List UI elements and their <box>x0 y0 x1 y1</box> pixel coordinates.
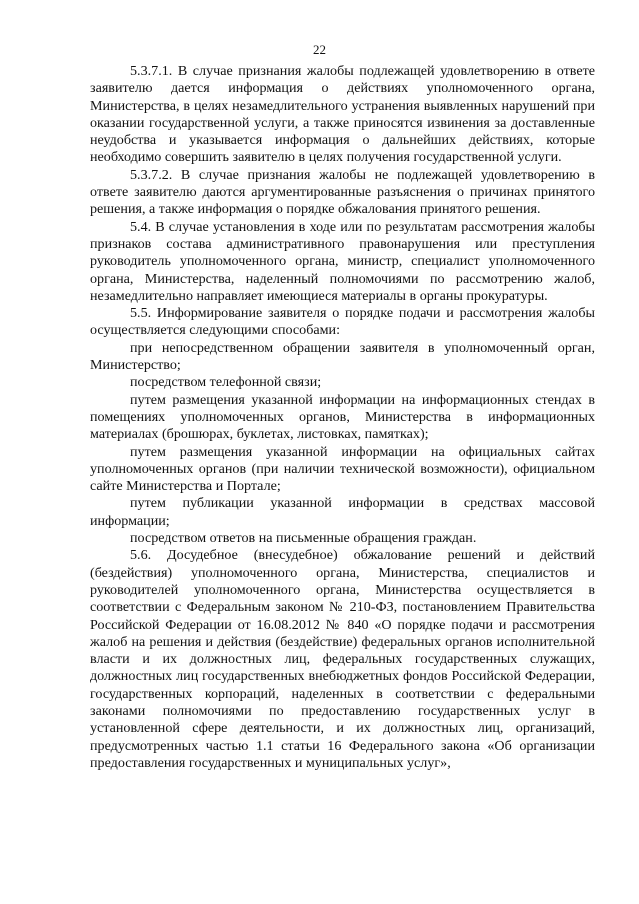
list-item: путем размещения указанной информации на официальных сайтах уполномоченных органов (при наличии технической возможности), официальном сайте Министерства и Портале; <box>90 443 595 495</box>
page-number: 22 <box>313 42 326 57</box>
paragraph-5-5: 5.5. Информирование заявителя о порядке подачи и рассмотрения жалобы осуществляется следующими способами: <box>90 305 595 339</box>
list-item: путем публикации указанной информации в средствах массовой информации; <box>90 495 595 529</box>
paragraph-5-4: 5.4. В случае установления в ходе или по результатам рассмотрения жалобы признаков состава административного правонарушения или преступления руководитель уполномоченного органа, министр, специалист уполномоченного органа, Министерства, наделенный полномочиями по рассмотрению жалоб, незамедлительно направляет имеющиеся материалы в органы прокуратуры. <box>90 218 595 304</box>
document-body <box>90 63 595 772</box>
list-item: путем размещения указанной информации на информационных стендах в помещениях уполномоченных органов, Министерства в информационных материалах (брошюрах, буклетах, листовках, памятках); <box>90 391 595 443</box>
list-item: посредством телефонной связи; <box>130 374 322 391</box>
paragraph-5-3-7-1: 5.3.7.1. В случае признания жалобы подлежащей удовлетворению в ответе заявителю дается информация о действиях уполномоченного органа, Министерства, в целях незамедлительного устранения выявленных нарушений при оказании государственной услуги, а также приносятся извинения за доставленные неудобства и указывается информация о дальнейших действиях, которые необходимо совершить заявителю в целях получения государственной услуги. <box>90 63 595 166</box>
list-item: при непосредственном обращении заявителя в уполномоченный орган, Министерство; <box>90 339 595 374</box>
list-item: посредством ответов на письменные обращения граждан. <box>130 530 477 547</box>
paragraph-5-3-7-2: 5.3.7.2. В случае признания жалобы не подлежащей удовлетворению в ответе заявителю даются аргументированные разъяснения о причинах принятого решения, а также информация о порядке обжалования принятого решения. <box>90 166 595 218</box>
paragraph-5-6: 5.6. Досудебное (внесудебное) обжалование решений и действий (бездействия) уполномоченного органа, Министерства, специалистов и руководителей уполномоченного органа, Министерства осуществляется в соответствии с Федеральным законом № 210-ФЗ, постановлением Правительства Российской Федерации от 16.08.2012 № 840 «О порядке подачи и рассмотрения жалоб на решения и действия (бездействие) федеральных органов исполнительной власти и их должностных лиц, федеральных государственных служащих, должностных лиц государственных внебюджетных фондов Российской Федерации, государственных корпораций, наделенных в соответствии с федеральными законами полномочиями по предоставлению государственных услуг в установленной сфере деятельности, и их должностных лиц, организаций, предусмотренных частью 1.1 статьи 16 Федерального закона «Об организации предоставления государственных и муниципальных услуг», <box>90 547 595 771</box>
